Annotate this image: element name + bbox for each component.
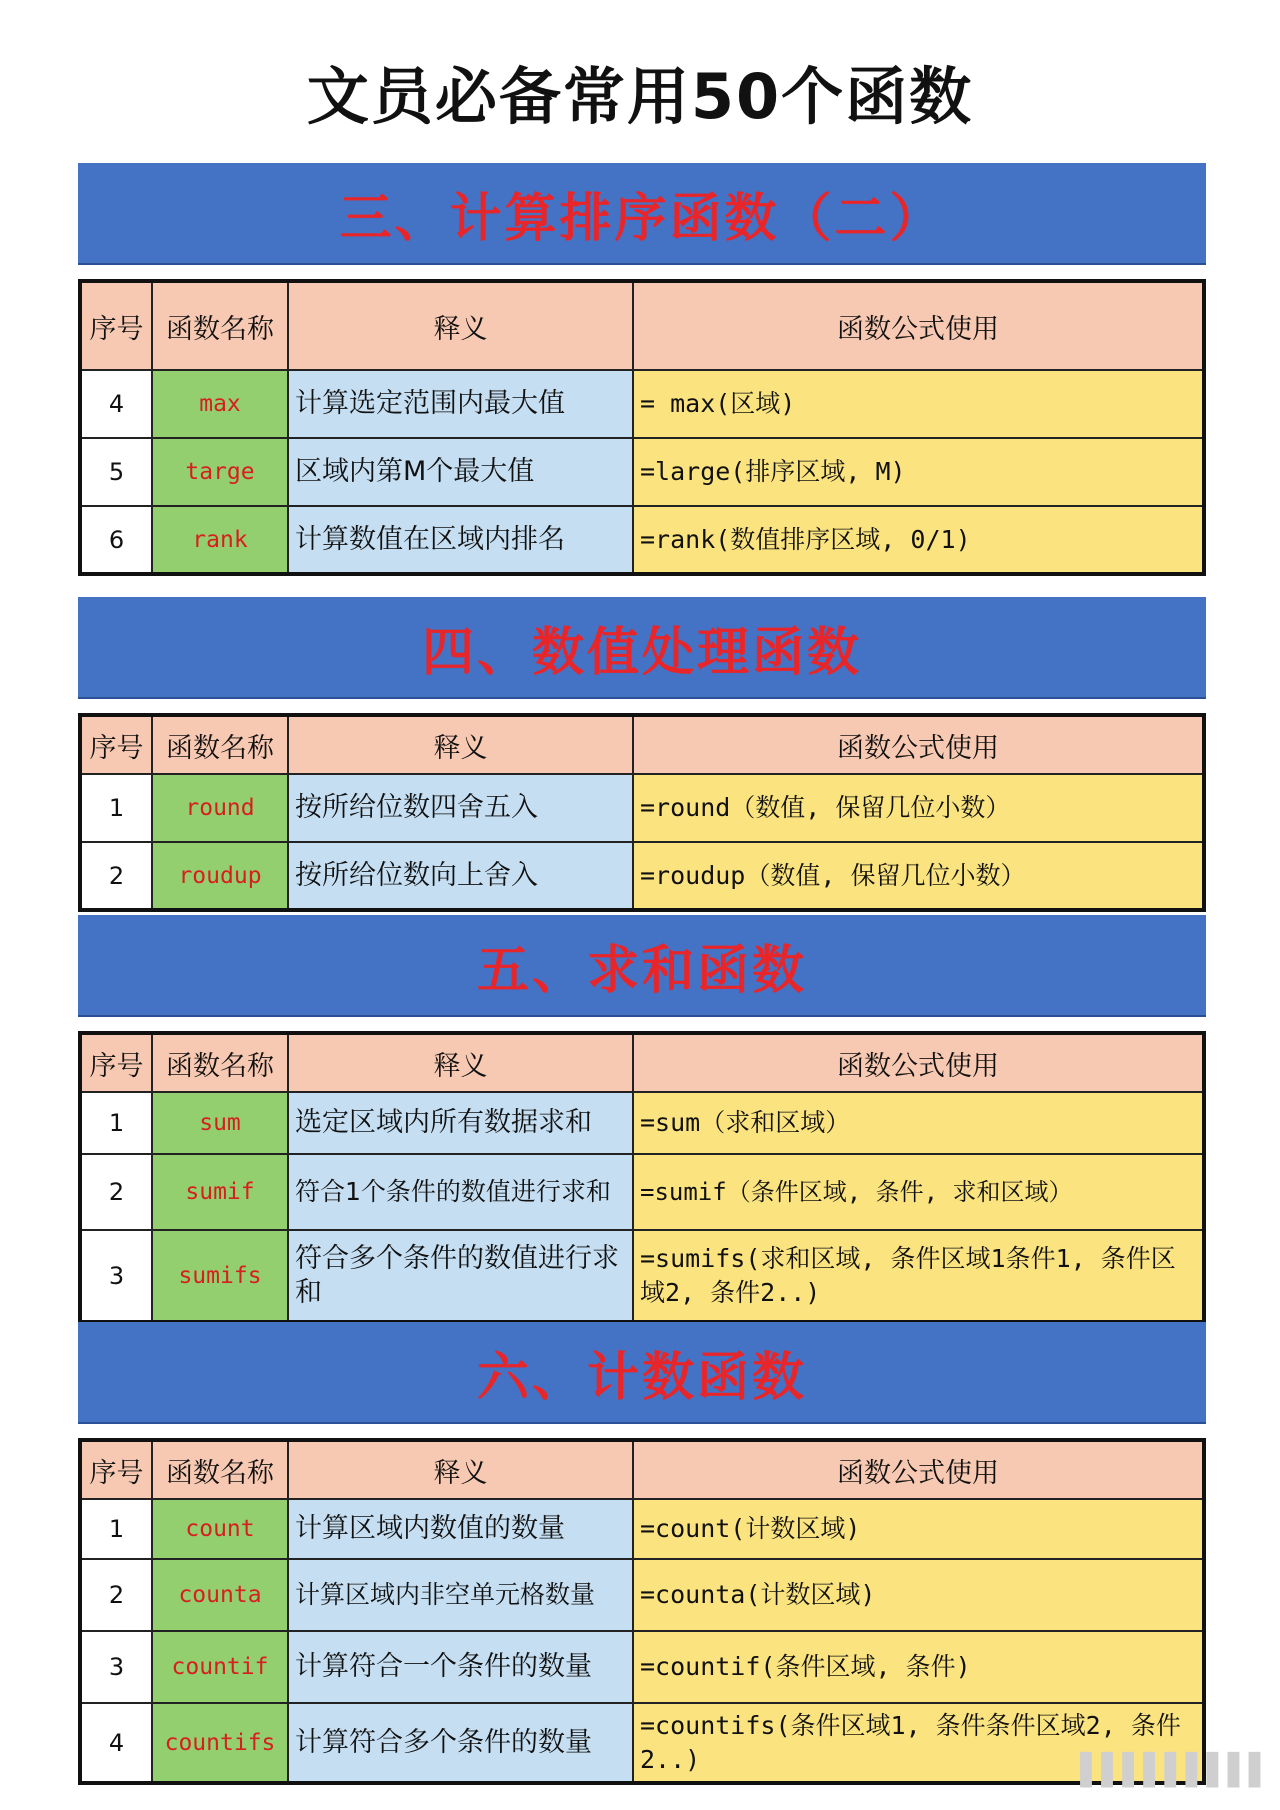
table-row [80,1703,1204,1783]
table-row [80,842,1204,910]
function-formula: =countif(条件区域, 条件) [633,1631,1204,1703]
function-name: count [152,1499,288,1559]
row-num: 2 [80,1559,152,1631]
header-num: 序号 [80,1033,152,1092]
row-num: 1 [80,1092,152,1154]
header-desc: 释义 [288,1033,633,1092]
table-row [80,438,1204,506]
section-count [78,1322,1206,1785]
header-name: 函数名称 [152,281,288,370]
section-sum [78,915,1206,1324]
header-num: 序号 [80,1440,152,1499]
row-num: 2 [80,1154,152,1230]
function-name: sum [152,1092,288,1154]
section-banner: 五、求和函数 [78,915,1206,1017]
table-header-row [80,281,1204,370]
function-formula: =counta(计数区域) [633,1559,1204,1631]
section-calc-sort [78,163,1206,576]
header-desc: 释义 [288,715,633,774]
function-formula: =sum（求和区域） [633,1092,1204,1154]
header-name: 函数名称 [152,715,288,774]
header-formula: 函数公式使用 [633,1440,1204,1499]
function-desc: 计算区域内非空单元格数量 [288,1559,633,1631]
function-table [78,1438,1206,1785]
function-desc: 计算符合一个条件的数量 [288,1631,633,1703]
function-formula: =roudup（数值, 保留几位小数） [633,842,1204,910]
table-row [80,1499,1204,1559]
header-formula: 函数公式使用 [633,281,1204,370]
function-desc: 选定区域内所有数据求和 [288,1092,633,1154]
function-name: targe [152,438,288,506]
function-formula: =sumif（条件区域, 条件, 求和区域） [633,1154,1204,1230]
table-header-row [80,1440,1204,1499]
header-desc: 释义 [288,281,633,370]
function-table [78,279,1206,576]
table-row [80,774,1204,842]
header-formula: 函数公式使用 [633,715,1204,774]
section-banner: 三、计算排序函数（二） [78,163,1206,265]
table-row [80,1154,1204,1230]
header-formula: 函数公式使用 [633,1033,1204,1092]
row-num: 6 [80,506,152,574]
header-num: 序号 [80,715,152,774]
header-num: 序号 [80,281,152,370]
function-desc: 区域内第M个最大值 [288,438,633,506]
function-formula: =large(排序区域, M) [633,438,1204,506]
table-row [80,1559,1204,1631]
function-formula: =sumifs(求和区域, 条件区域1条件1, 条件区域2, 条件2..) [633,1230,1204,1322]
function-desc: 计算符合多个条件的数量 [288,1703,633,1783]
section-numeric [78,597,1206,912]
function-name: roudup [152,842,288,910]
function-name: sumifs [152,1230,288,1322]
page-title: 文员必备常用50个函数 [306,60,974,133]
function-name: countif [152,1631,288,1703]
function-name: countifs [152,1703,288,1783]
function-formula: =round（数值, 保留几位小数） [633,774,1204,842]
section-banner: 四、数值处理函数 [78,597,1206,699]
function-name: max [152,370,288,438]
row-num: 1 [80,1499,152,1559]
function-name: round [152,774,288,842]
row-num: 5 [80,438,152,506]
row-num: 4 [80,370,152,438]
function-table [78,1031,1206,1324]
table-row [80,506,1204,574]
function-formula: =count(计数区域) [633,1499,1204,1559]
header-name: 函数名称 [152,1033,288,1092]
header-desc: 释义 [288,1440,633,1499]
row-num: 3 [80,1631,152,1703]
function-name: counta [152,1559,288,1631]
function-formula: = max(区域) [633,370,1204,438]
table-header-row [80,715,1204,774]
table-header-row [80,1033,1204,1092]
function-desc: 计算区域内数值的数量 [288,1499,633,1559]
section-banner: 六、计数函数 [78,1322,1206,1424]
row-num: 3 [80,1230,152,1322]
function-desc: 计算选定范围内最大值 [288,370,633,438]
function-name: rank [152,506,288,574]
function-name: sumif [152,1154,288,1230]
function-desc: 符合多个条件的数值进行求和 [288,1230,633,1322]
watermark-barcode: ▌▌▌▌▌▌▌▌▌ [1080,1753,1270,1788]
row-num: 2 [80,842,152,910]
table-row [80,1092,1204,1154]
table-row [80,1631,1204,1703]
header-name: 函数名称 [152,1440,288,1499]
function-desc: 计算数值在区域内排名 [288,506,633,574]
function-desc: 符合1个条件的数值进行求和 [288,1154,633,1230]
row-num: 1 [80,774,152,842]
function-formula: =countifs(条件区域1, 条件条件区域2, 条件2..) [633,1703,1204,1783]
table-row [80,1230,1204,1322]
function-desc: 按所给位数四舍五入 [288,774,633,842]
function-table [78,713,1206,912]
function-formula: =rank(数值排序区域, 0/1) [633,506,1204,574]
row-num: 4 [80,1703,152,1783]
function-desc: 按所给位数向上舍入 [288,842,633,910]
table-row [80,370,1204,438]
